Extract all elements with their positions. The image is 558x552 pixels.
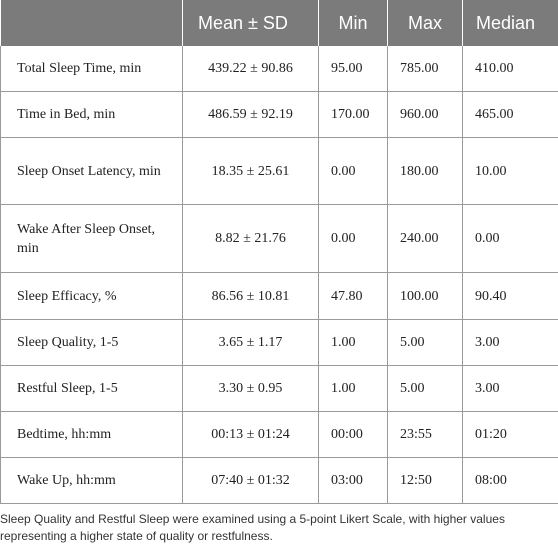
median-cell: 01:20 (463, 412, 558, 458)
variable-cell: Restful Sleep, 1-5 (1, 366, 183, 412)
table-row (1, 273, 558, 320)
min-cell: 0.00 (319, 205, 388, 273)
median-cell: 3.00 (463, 320, 558, 366)
mean-sd-cell: 00:13 ± 01:24 (183, 412, 319, 458)
header-median: Median (463, 0, 558, 46)
table-row (1, 412, 558, 458)
min-cell: 95.00 (319, 46, 388, 92)
variable-cell: Bedtime, hh:mm (1, 412, 183, 458)
min-cell: 1.00 (319, 366, 388, 412)
mean-sd-cell: 439.22 ± 90.86 (183, 46, 319, 92)
table-row (1, 458, 558, 504)
min-cell: 03:00 (319, 458, 388, 504)
median-cell: 3.00 (463, 366, 558, 412)
variable-cell: Total Sleep Time, min (1, 46, 183, 92)
mean-sd-cell: 8.82 ± 21.76 (183, 205, 319, 273)
variable-cell: Time in Bed, min (1, 92, 183, 138)
mean-sd-cell: 3.30 ± 0.95 (183, 366, 319, 412)
header-row (1, 0, 558, 46)
max-cell: 5.00 (388, 320, 463, 366)
max-cell: 240.00 (388, 205, 463, 273)
table-row (1, 320, 558, 366)
max-cell: 100.00 (388, 273, 463, 320)
mean-sd-cell: 3.65 ± 1.17 (183, 320, 319, 366)
median-cell: 90.40 (463, 273, 558, 320)
max-cell: 12:50 (388, 458, 463, 504)
median-cell: 0.00 (463, 205, 558, 273)
header-max: Max (388, 0, 463, 46)
median-cell: 10.00 (463, 138, 558, 205)
max-cell: 5.00 (388, 366, 463, 412)
median-cell: 410.00 (463, 46, 558, 92)
variable-cell: Wake After Sleep Onset, min (1, 205, 183, 273)
header-variable (1, 0, 183, 46)
variable-cell: Sleep Efficacy, % (1, 273, 183, 320)
min-cell: 00:00 (319, 412, 388, 458)
max-cell: 960.00 (388, 92, 463, 138)
variable-cell: Sleep Onset Latency, min (1, 138, 183, 205)
mean-sd-cell: 486.59 ± 92.19 (183, 92, 319, 138)
table-row (1, 92, 558, 138)
max-cell: 23:55 (388, 412, 463, 458)
header-min: Min (319, 0, 388, 46)
table-footnote: Sleep Quality and Restful Sleep were examined using a 5-point Likert Scale, with higher values representing a higher state of quality or restfulness. (0, 512, 505, 543)
max-cell: 785.00 (388, 46, 463, 92)
min-cell: 170.00 (319, 92, 388, 138)
table-row (1, 46, 558, 92)
table-row (1, 205, 558, 273)
table-row (1, 138, 558, 205)
header-mean-sd: Mean ± SD (183, 0, 319, 46)
mean-sd-cell: 07:40 ± 01:32 (183, 458, 319, 504)
min-cell: 0.00 (319, 138, 388, 205)
min-cell: 47.80 (319, 273, 388, 320)
variable-cell: Sleep Quality, 1-5 (1, 320, 183, 366)
min-cell: 1.00 (319, 320, 388, 366)
table-row (1, 366, 558, 412)
variable-cell: Wake Up, hh:mm (1, 458, 183, 504)
median-cell: 08:00 (463, 458, 558, 504)
median-cell: 465.00 (463, 92, 558, 138)
mean-sd-cell: 86.56 ± 10.81 (183, 273, 319, 320)
max-cell: 180.00 (388, 138, 463, 205)
mean-sd-cell: 18.35 ± 25.61 (183, 138, 319, 205)
